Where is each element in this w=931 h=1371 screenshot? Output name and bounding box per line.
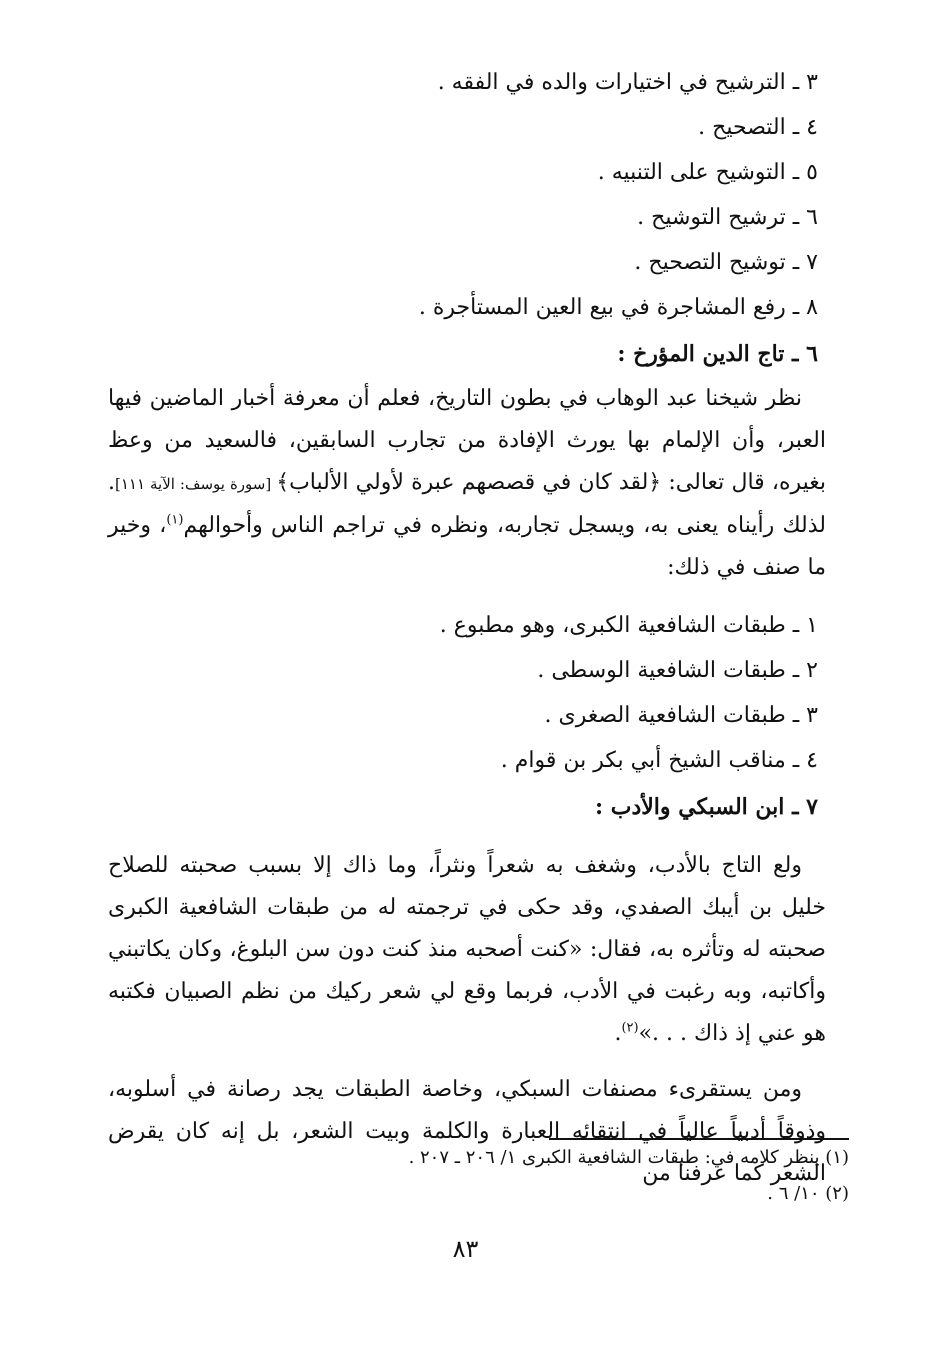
list-item: ٦ ـ ترشيح التوشيح . — [637, 205, 818, 230]
footnote: (٢) ١٠/ ٦ . — [767, 1183, 849, 1204]
paragraph-text: ، وخير ما صنف في ذلك: — [108, 513, 826, 580]
paragraph-text: . لذلك رأيناه يعنى به، ويسجل تجاربه، ونظره في تراجم الناس وأحوالهم — [108, 470, 826, 538]
footnotes — [129, 1140, 849, 1212]
paragraph-text: ومن يستقرىء مصنفات السبكي، وخاصة الطبقات يجد رصانة في أسلوبه، وذوقاً أدبياً عالياً في انتقائه العبارة والكلمة وبيت الشعر، بل إنه كان يقرض الشعر كما عرفنا من — [108, 1077, 826, 1186]
list-item: ٣ ـ طبقات الشافعية الصغرى . — [544, 703, 818, 728]
list-item: ٧ ـ توشيح التصحيح . — [634, 250, 818, 275]
page-body — [108, 60, 826, 1195]
list-item: ١ ـ طبقات الشافعية الكبرى، وهو مطبوع . — [439, 613, 818, 638]
list-item: ٤ ـ التصحيح . — [698, 115, 818, 140]
paragraph-text: ولع التاج بالأدب، وشغف به شعراً ونثراً، وما ذاك إلا بسبب صحبته للصلاح خليل بن أيبك الصفدي، وقد حكى في ترجمته له من طبقات الشافعية الكبرى صحبته له وتأثره به، فقال: «كنت أصحبه منذ كنت دون سن البلوغ، وكان يكاتبني وأكاتبه، وبه رغبت في الأدب، فربما وقع لي شعر ركيك من نظم الصبيان فكتبه هو عني إذ ذاك . . .» — [108, 853, 826, 1046]
footnote-marker: (٢) — [621, 1020, 639, 1036]
paragraph-history — [108, 378, 826, 589]
list-item: ٥ ـ التوشيح على التنبيه . — [597, 160, 818, 185]
works-list-continued — [108, 60, 826, 330]
history-works-list — [108, 603, 826, 783]
paragraph-literature — [108, 845, 826, 1055]
list-item: ٨ ـ رفع المشاجرة في بيع العين المستأجرة . — [418, 295, 818, 320]
list-item: ٢ ـ طبقات الشافعية الوسطى . — [537, 658, 818, 683]
paragraph-text: . — [614, 1021, 622, 1046]
footnote-marker: (١) — [166, 512, 184, 528]
section-heading-literature: ٧ ـ ابن السبكي والأدب : — [594, 794, 818, 820]
list-item: ٣ ـ الترشيح في اختيارات والده في الفقه . — [437, 70, 818, 95]
page-number: ٨٣ — [452, 1235, 479, 1263]
list-item: ٤ ـ مناقب الشيخ أبي بكر بن قوام . — [500, 748, 818, 773]
section-heading-historian: ٦ ـ تاج الدين المؤرخ : — [617, 341, 818, 367]
paragraph-text: نظر شيخنا عبد الوهاب في بطون التاريخ، فعلم أن معرفة أخبار الماضين فيها العبر، وأن الإلمام بها يورث الإفادة من تجارب السابقين، فالسعيد من وعظ بغيره، قال تعالى: ﴿لقد كان في قصصهم عبرة لأولي الألباب﴾ — [108, 386, 826, 495]
footnote: (١) ينظر كلامه في: طبقات الشافعية الكبرى ١/ ٢٠٦ ـ ٢٠٧ . — [408, 1147, 849, 1168]
quran-citation: [سورة يوسف: الآية ١١١] — [115, 475, 277, 493]
